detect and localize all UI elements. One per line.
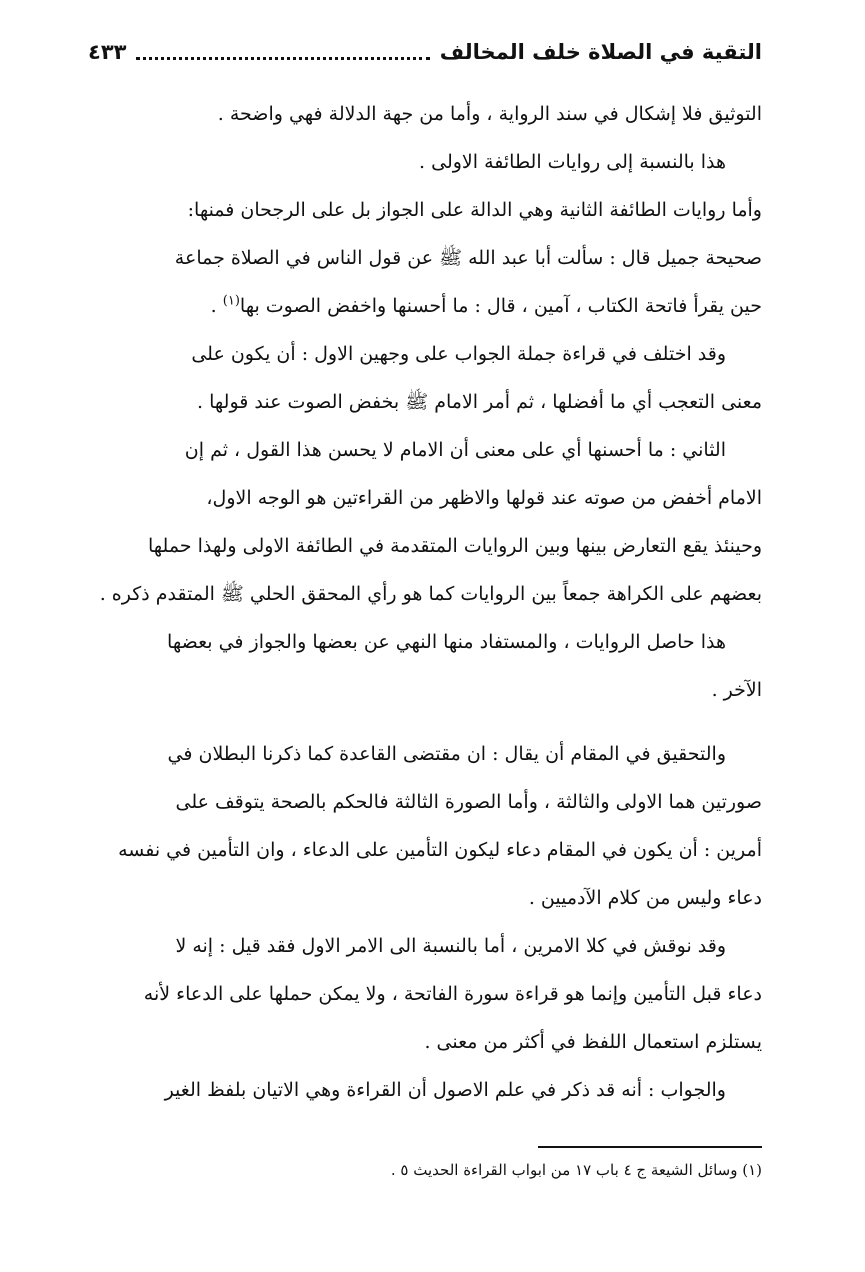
paragraph-gap	[100, 714, 762, 730]
text-line: هذا بالنسبة إلى روايات الطائفة الاولى .	[419, 151, 726, 173]
text-line: الامام أخفض من صوته عند قولها والاظهر من القراءتين هو الوجه الاول،	[206, 487, 762, 509]
body-text	[100, 90, 762, 1114]
line-end-period: .	[210, 295, 223, 317]
footnote-divider	[538, 1146, 762, 1148]
text-line: وحينئذ يقع التعارض بينها وبين الروايات المتقدمة في الطائفة الاولى ولهذا حملها	[147, 535, 762, 557]
text-line: صورتين هما الاولى والثالثة ، وأما الصورة الثالثة فالحكم بالصحة يتوقف على	[175, 791, 762, 813]
text-line: أمرين : أن يكون في المقام دعاء ليكون التأمين على الدعاء ، وان التأمين في نفسه	[118, 839, 762, 861]
chapter-title: التقية في الصلاة خلف المخالف	[439, 40, 762, 64]
text-line-with-footnote	[100, 282, 762, 330]
running-header	[88, 32, 762, 72]
text-line: صحيحة جميل قال : سألت أبا عبد الله ﷺ عن قول الناس في الصلاة جماعة	[174, 247, 762, 269]
text-line: وقد نوقش في كلا الامرين ، أما بالنسبة الى الامر الاول فقد قيل : إنه لا	[175, 935, 726, 957]
text-line: وقد اختلف في قراءة جملة الجواب على وجهين الاول : أن يكون على	[191, 343, 726, 365]
text-line: هذا حاصل الروايات ، والمستفاد منها النهي عن بعضها والجواز في بعضها	[167, 631, 726, 653]
footnote: (١) وسائل الشيعة ج ٤ باب ١٧ من ابواب القراءة الحديث ٥ .	[390, 1161, 762, 1179]
text-line: بعضهم على الكراهة جمعاً بين الروايات كما هو رأي المحقق الحلي ﷺ المتقدم ذكره .	[100, 583, 762, 605]
text-line: الآخر .	[711, 679, 762, 701]
page-number: ٤٣٣	[88, 40, 127, 64]
text-line: التوثيق فلا إشكال في سند الرواية ، وأما من جهة الدلالة فهي واضحة .	[217, 103, 762, 125]
text-line: والجواب : أنه قد ذكر في علم الاصول أن القراءة وهي الاتيان بلفظ الغير	[164, 1079, 726, 1101]
text-line: والتحقيق في المقام أن يقال : ان مقتضى القاعدة كما ذكرنا البطلان في	[167, 743, 726, 765]
text-line: معنى التعجب أي ما أفضلها ، ثم أمر الامام ﷺ بخفض الصوت عند قولها .	[197, 391, 762, 413]
text-line: دعاء وليس من كلام الآدميين .	[528, 887, 762, 909]
text-line: دعاء قبل التأمين وإنما هو قراءة سورة الفاتحة ، ولا يمكن حملها على الدعاء لأنه	[143, 983, 762, 1005]
footnote-marker: (١)	[222, 293, 240, 309]
dot-leader	[136, 57, 429, 60]
text-line: يستلزم استعمال اللفظ في أكثر من معنى .	[424, 1031, 762, 1053]
text-line: الثاني : ما أحسنها أي على معنى أن الامام لا يحسن هذا القول ، ثم إن	[184, 439, 726, 461]
text-line: حين يقرأ فاتحة الكتاب ، آمين ، قال : ما أحسنها واخفض الصوت بها	[239, 295, 762, 317]
text-line: وأما روايات الطائفة الثانية وهي الدالة على الجواز بل على الرجحان فمنها:	[187, 199, 762, 221]
